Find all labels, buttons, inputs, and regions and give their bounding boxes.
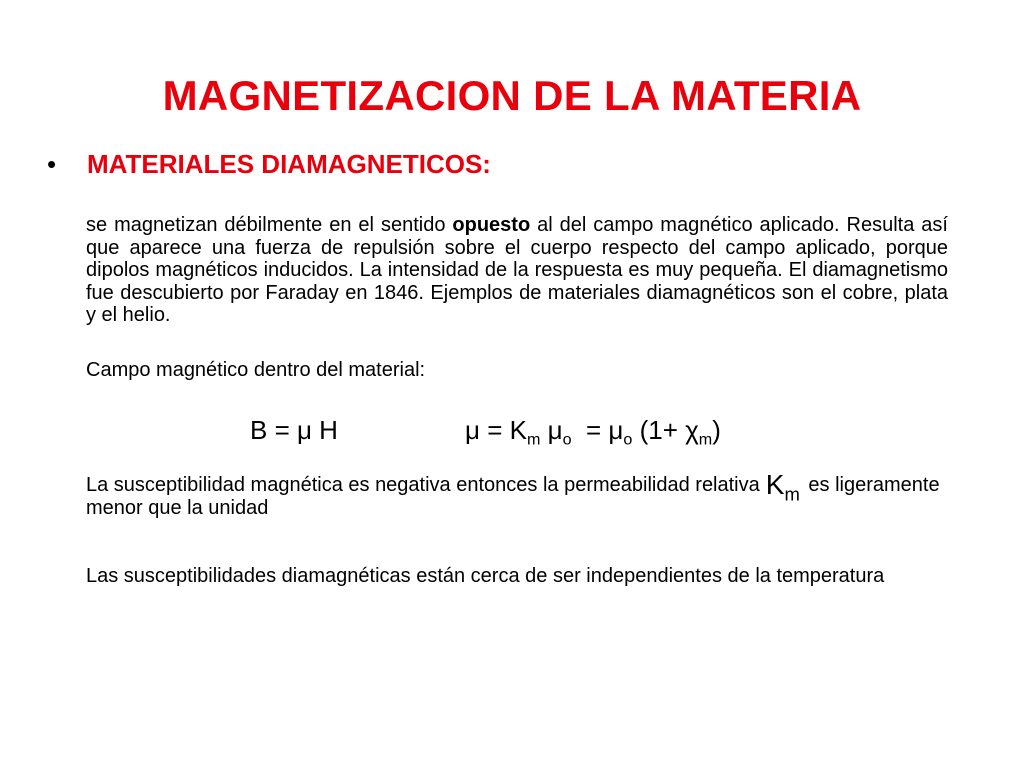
formula-subscript: m — [526, 430, 541, 449]
paragraph-susceptibility — [86, 469, 948, 519]
definition-bold-word: opuesto — [452, 214, 531, 236]
slide-title: MAGNETIZACION DE LA MATERIA — [162, 72, 862, 119]
formula-part: = μ — [571, 415, 624, 445]
formula-part: μ = K — [465, 415, 527, 445]
definition-text-start: se magnetizan débilmente en el sentido — [86, 214, 453, 236]
formula-permeability — [465, 413, 721, 447]
paragraph-definition — [86, 214, 948, 327]
formula-part: (1+ χ — [632, 415, 699, 445]
formula-subscript: o — [623, 430, 633, 449]
paragraph-temperature: Las susceptibilidades diamagnéticas están cerca de ser independientes de la temperatura — [86, 565, 885, 587]
susceptibility-tail: es ligeramente menor que la unidad — [86, 474, 940, 519]
susceptibility-text: La susceptibilidad magnética es negativa entonces la permeabilidad relativa — [86, 474, 760, 496]
definition-text-end: al del campo magnético aplicado. Resulta así que aparece una fuerza de repulsión sobre el cuerpo respecto del campo aplicado, porque dipolos magnéticos inducidos. La intensidad de la respuesta es muy pequeña. El diamagnetismo fue descubierto por Faraday en 1846. Ejemplos de materiales diamagnéticos son el cobre, plata y el helio. — [86, 214, 948, 326]
section-heading: MATERIALES DIAMAGNETICOS: — [87, 149, 491, 179]
formula-subscript: o — [562, 430, 572, 449]
km-base: K — [765, 469, 785, 500]
formula-b-equals-mu-h: B = μ H — [250, 415, 338, 445]
km-subscript: m — [784, 483, 800, 505]
formula-subscript: m — [698, 430, 713, 449]
km-symbol — [765, 469, 800, 505]
formula-part: ) — [712, 415, 721, 445]
paragraph-field-intro: Campo magnético dentro del material: — [86, 359, 426, 381]
formula-part: μ — [540, 415, 563, 445]
bullet-icon: • — [47, 149, 57, 179]
